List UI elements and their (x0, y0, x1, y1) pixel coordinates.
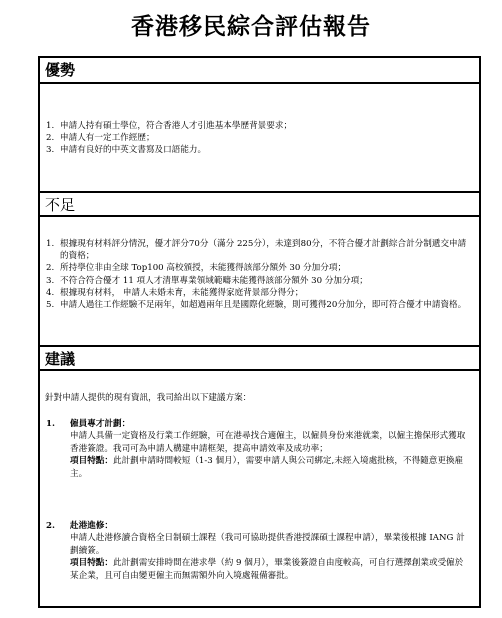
recommendation-body: 申請人具備一定資格及行業工作經驗，可在港尋找合適僱主，以僱員身份來港就業，以僱主擔保形式獲取香港簽證。我司可為申請人構建申請框架，提高申請效率及成功率； 項目特點：此計劃申請時間較短（1-3 個月），需要申請人與公司綁定,未經入境處批核，不得隨意更換雇主。 (70, 431, 466, 479)
list-item: 2. 所持學位非由全球 Top100 高校頒授，未能獲得該部分額外 30 分加分項； (46, 263, 347, 274)
section-heading-recommendations: 建議 (40, 345, 479, 371)
list-item: 4. 根據現有材料， 申請人未婚未育，未能獲得家庭背景部分得分； (46, 287, 304, 298)
feature-label: 項目特點： (70, 558, 113, 569)
page-title: 香港移民綜合評估報告 (131, 14, 371, 40)
section-heading-advantages: 優勢 (40, 58, 479, 84)
list-item: 2. 申請人有一定工作經歷； (46, 133, 155, 144)
recommendation-title: 赴港進修： (70, 521, 113, 531)
recommendation-item: 1. 僱員專才計劃： 申請人具備一定資格及行業工作經驗，可在港尋找合適僱主，以僱員身份來港就業，以僱主擔保形式獲取香港簽證。我司可為申請人構建申請框架，提高申請效率及成功率； 項目特點：此計劃申請時間較短（1-3 個月），需要申請人與公司綁定,未經入境處批核，不得隨意更換雇主。 (40, 418, 479, 480)
report-frame (38, 56, 481, 608)
list-item: 1. 申請人持有碩士學位，符合香港人才引進基本學歷背景要求； (46, 121, 293, 131)
advantages-list (40, 120, 479, 157)
recommendation-title: 僱員專才計劃： (70, 419, 131, 429)
shortcomings-list (40, 238, 479, 311)
list-item: 3. 不符合符合優才 11 項人才清單專業領域範疇未能獲得該部分額外 30 分加分項； (46, 275, 368, 286)
list-item: 1. 根據現有材料評分情況，優才評分70分（滿分 225分），未達到80分，不符合優才計劃綜合計分制遞交申請的資格； (46, 239, 467, 262)
recommendations-intro: 針對申請人提供的現有資訊，我司給出以下建議方案： (45, 393, 252, 403)
feature-label: 項目特點： (70, 456, 113, 467)
recommendation-body: 申請人赴港修讀合資格全日制碩士課程（我司可協助提供香港授課碩士課程申請），畢業後根據 IANG 計劃續簽。 項目特點：此計劃需安排時間在港求學（約 9 個月），畢業後簽證自由度較高，可自行選擇創業或受僱於某企業，且可自由變更僱主而無需額外向入境處報備審批。 (70, 533, 465, 581)
recommendation-item: 2. 赴港進修： 申請人赴港修讀合資格全日制碩士課程（我司可協助提供香港授課碩士課程申請），畢業後根據 IANG 計劃續簽。 項目特點：此計劃需安排時間在港求學（約 9 個月），畢業後簽證自由度較高，可自行選擇創業或受僱於某企業，且可自由變更僱主而無需額外向入境處報備審批。 (40, 520, 479, 582)
list-item: 5. 申請人過往工作經驗不足兩年，如超過兩年且是國際化經驗，則可獲得20分加分，即可符合優才申請資格。 (46, 300, 467, 311)
list-item: 3. 申請有良好的中英文書寫及口語能力。 (46, 145, 207, 156)
section-heading-shortcomings: 不足 (40, 191, 479, 217)
